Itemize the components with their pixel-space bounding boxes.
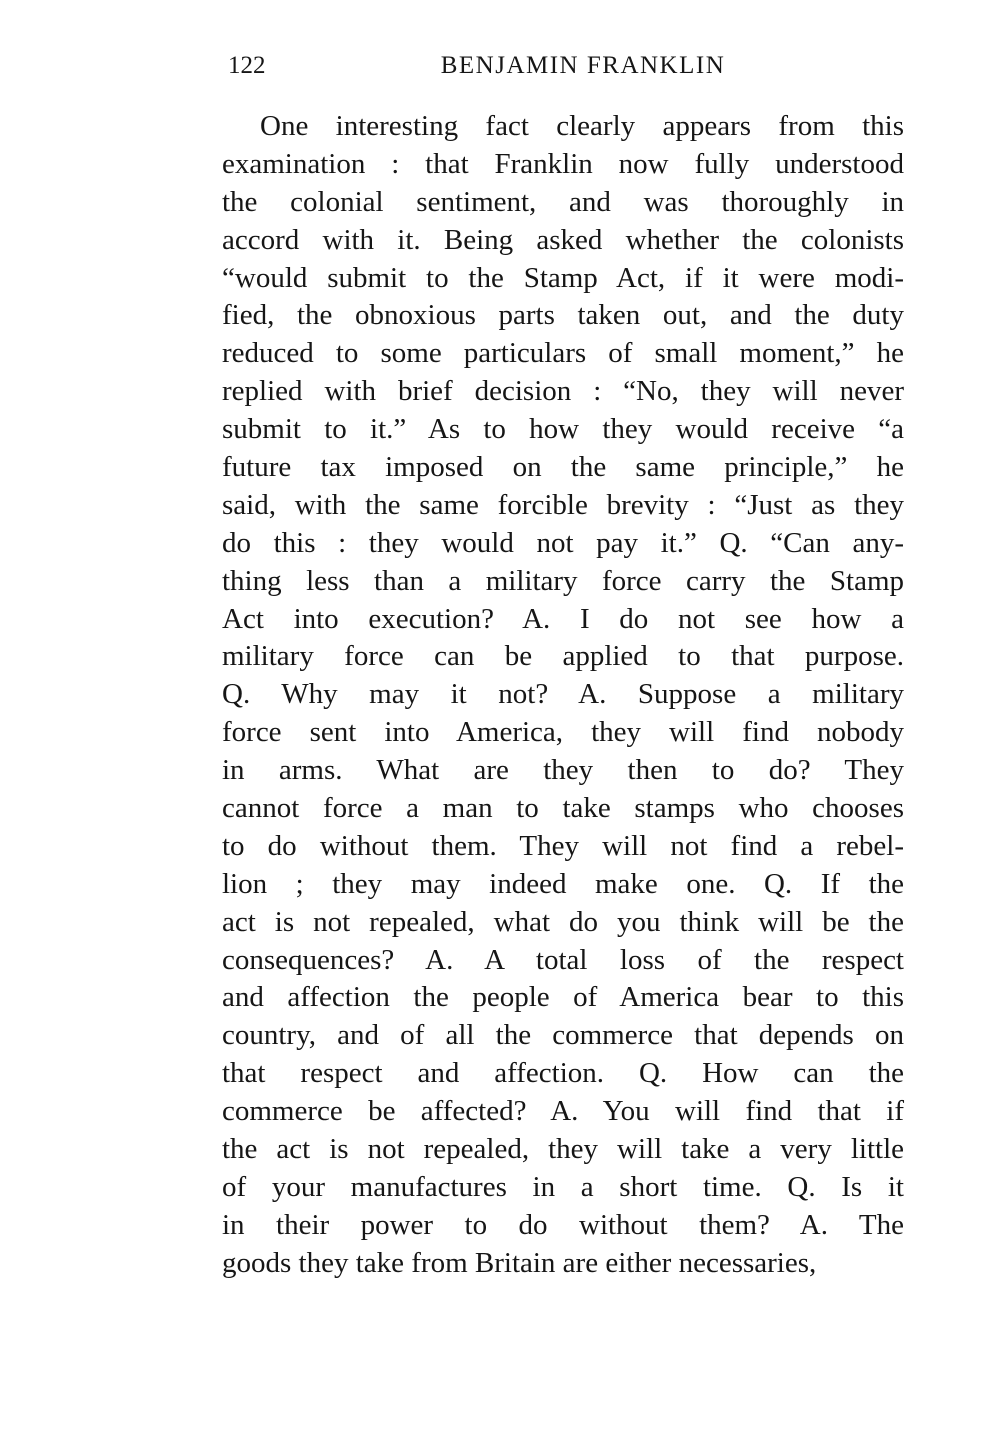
text-line: “would submit to the Stamp Act, if it were modi- bbox=[222, 261, 904, 294]
text-line: military force can be applied to that purpose. bbox=[222, 640, 904, 673]
text-line: and affection the people of America bear to this bbox=[222, 981, 904, 1014]
text-line: fied, the obnoxious parts taken out, and the duty bbox=[222, 299, 904, 332]
text-line: the act is not repealed, they will take a very little bbox=[222, 1133, 904, 1166]
text-line: replied with brief decision : “No, they will never bbox=[222, 375, 904, 408]
text-line: lion ; they may indeed make one. Q. If the bbox=[222, 867, 904, 900]
text-line: future tax imposed on the same principle,” he bbox=[222, 451, 904, 484]
text-line: that respect and affection. Q. How can the bbox=[222, 1057, 904, 1090]
text-line: force sent into America, they will find nobody bbox=[222, 716, 904, 749]
text-line: to do without them. They will not find a rebel- bbox=[222, 829, 904, 862]
page-number: 122 bbox=[228, 52, 266, 79]
text-line: of your manufactures in a short time. Q. Is it bbox=[222, 1170, 904, 1203]
text-line: the colonial sentiment, and was thoroughly in bbox=[222, 185, 904, 218]
text-line: country, and of all the commerce that depends on bbox=[222, 1019, 904, 1052]
text-line: reduced to some particulars of small moment,” he bbox=[222, 337, 904, 370]
text-line: Act into execution? A. I do not see how a bbox=[222, 602, 904, 635]
text-line: submit to it.” As to how they would receive “a bbox=[222, 413, 904, 446]
text-line: said, with the same forcible brevity : “Just as they bbox=[222, 488, 904, 521]
text-line: do this : they would not pay it.” Q. “Can any- bbox=[222, 526, 904, 559]
page-header bbox=[222, 52, 904, 92]
text-line: examination : that Franklin now fully understood bbox=[222, 147, 904, 180]
body-text bbox=[222, 108, 904, 1283]
text-line: goods they take from Britain are either necessaries, bbox=[222, 1246, 817, 1279]
text-line: act is not repealed, what do you think will be the bbox=[222, 905, 904, 938]
text-line: commerce be affected? A. You will find that if bbox=[222, 1095, 904, 1128]
text-line: in arms. What are they then to do? They bbox=[222, 754, 904, 787]
text-line: consequences? A. A total loss of the respect bbox=[222, 943, 904, 976]
text-line: Q. Why may it not? A. Suppose a military bbox=[222, 678, 904, 711]
text-line: One interesting fact clearly appears from this bbox=[260, 110, 904, 142]
text-line: thing less than a military force carry the Stamp bbox=[222, 564, 904, 597]
running-head: BENJAMIN FRANKLIN bbox=[440, 52, 726, 79]
text-line: accord with it. Being asked whether the colonists bbox=[222, 223, 904, 256]
text-line: cannot force a man to take stamps who chooses bbox=[222, 792, 904, 825]
text-line: in their power to do without them? A. The bbox=[222, 1208, 904, 1241]
